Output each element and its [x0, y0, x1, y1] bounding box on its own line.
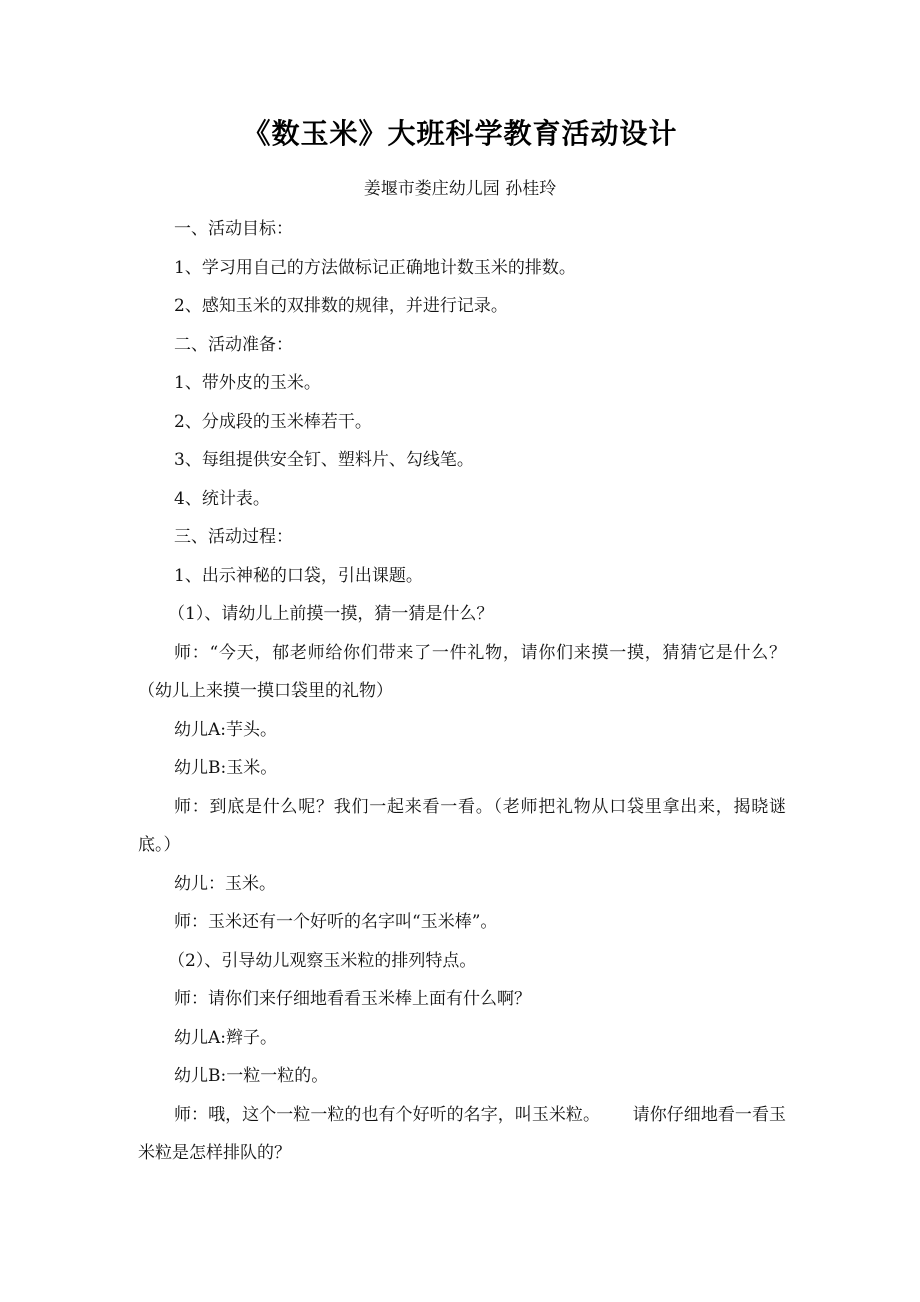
- document-author: 姜堰市娄庄幼儿园 孙桂玲: [363, 179, 557, 199]
- section-heading-process: 三、活动过程：: [174, 527, 293, 547]
- preparation-item: 3、每组提供安全钉、塑料片、勾线笔。: [174, 450, 474, 470]
- preparation-item: 4、统计表。: [174, 488, 270, 509]
- document-title: 《数玉米》大班科学教育活动设计: [242, 117, 678, 150]
- process-substep: （1）、请幼儿上前摸一摸，猜一猜是什么？: [168, 604, 494, 624]
- section-heading-preparation: 二、活动准备：: [174, 334, 293, 355]
- document-body: [138, 210, 786, 1173]
- dialogue-line: 幼儿B:玉米。: [174, 758, 278, 778]
- dialogue-line: 师：到底是什么呢？我们一起来看一看。（老师把礼物从口袋里拿出来，揭晓谜底。）: [138, 796, 786, 855]
- section-heading-goals: 一、活动目标：: [174, 219, 293, 239]
- preparation-item: 2、分成段的玉米棒若干。: [174, 411, 372, 432]
- dialogue-line: 幼儿B:一粒一粒的。: [174, 1066, 329, 1086]
- dialogue-line: 师：玉米还有一个好听的名字叫“玉米棒”。: [174, 912, 498, 932]
- dialogue-line: 师：哦，这个一粒一粒的也有个好听的名字，叫玉米粒。 请你仔细地看一看玉米粒是怎样排队的？: [138, 1104, 786, 1163]
- goal-item: 1、学习用自己的方法做标记正确地计数玉米的排数。: [174, 257, 576, 278]
- preparation-item: 1、带外皮的玉米。: [174, 373, 321, 393]
- dialogue-line: 师：“今天，郁老师给你们带来了一件礼物，请你们来摸一摸，猜猜它是什么？（幼儿上来摸一摸口袋里的礼物）: [138, 642, 786, 701]
- dialogue-line: 幼儿A:芋头。: [174, 719, 278, 740]
- process-step: 1、出示神秘的口袋，引出课题。: [174, 565, 423, 586]
- dialogue-line: 幼儿：玉米。: [174, 873, 276, 894]
- dialogue-line: 幼儿A:辫子。: [174, 1027, 278, 1048]
- dialogue-line: 师：请你们来仔细地看看玉米棒上面有什么啊？: [174, 989, 531, 1009]
- goal-item: 2、感知玉米的双排数的规律，并进行记录。: [174, 296, 508, 316]
- process-substep: （2）、引导幼儿观察玉米粒的排列特点。: [168, 950, 477, 971]
